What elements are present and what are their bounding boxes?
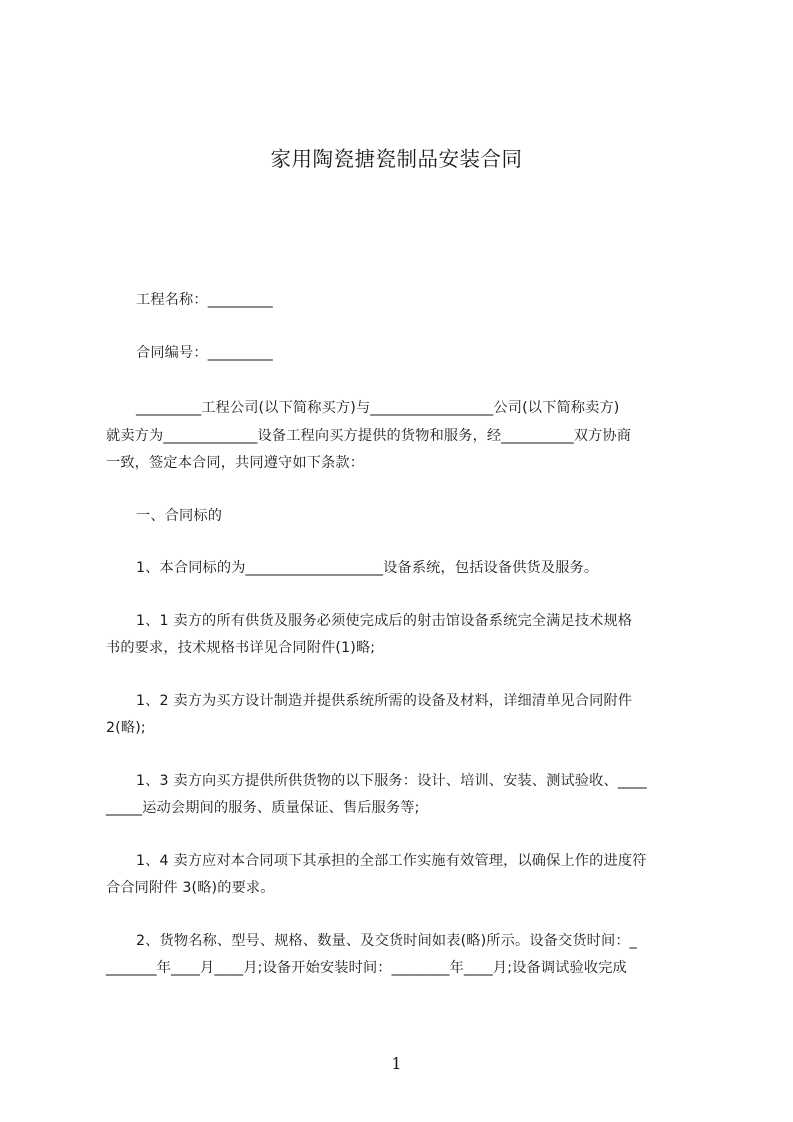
project-name-line: 工程名称：_________	[136, 292, 273, 308]
page-number: 1	[391, 1054, 402, 1073]
paragraph-line: _________工程公司(以下简称买方)与_________________公司(以下简称卖方)	[136, 400, 620, 416]
paragraph-line: _____运动会期间的服务、质量保证、售后服务等;	[106, 800, 420, 816]
paragraph-line: _______年____月____月;设备开始安装时间：________年____月;设备调试验收完成	[106, 960, 627, 976]
contract-number-line: 合同编号：_________	[136, 345, 273, 361]
section-heading: 一、合同标的	[136, 508, 223, 524]
paragraph-line: 1、3 卖方向买方提供所供货物的以下服务：设计、培训、安装、测试验收、____	[136, 773, 647, 789]
paragraph-line: 书的要求，技术规格书详见合同附件(1)略;	[106, 640, 376, 656]
paragraph-line: 就卖方为_____________设备工程向买方提供的货物和服务，经__________双方协商	[106, 428, 632, 444]
paragraph-line: 2、货物名称、型号、规格、数量、及交货时间如表(略)所示。设备交货时间：_	[136, 933, 637, 949]
paragraph-line: 1、4 卖方应对本合同项下其承担的全部工作实施有效管理，以确保上作的进度符	[136, 853, 647, 869]
paragraph-line: 合合同附件 3(略)的要求。	[106, 880, 275, 896]
paragraph-line: 1、本合同标的为___________________设备系统，包括设备供货及服务。	[136, 560, 599, 576]
paragraph-line: 1、1 卖方的所有供货及服务必须使完成后的射击馆设备系统完全满足技术规格	[136, 613, 633, 629]
paragraph-line: 1、2 卖方为买方设计制造并提供系统所需的设备及材料，详细清单见合同附件	[136, 693, 633, 709]
paragraph-line: 一致，签定本合同，共同遵守如下条款：	[106, 455, 365, 471]
document-title: 家用陶瓷搪瓷制品安装合同	[270, 147, 523, 171]
paragraph-line: 2(略);	[106, 720, 146, 736]
